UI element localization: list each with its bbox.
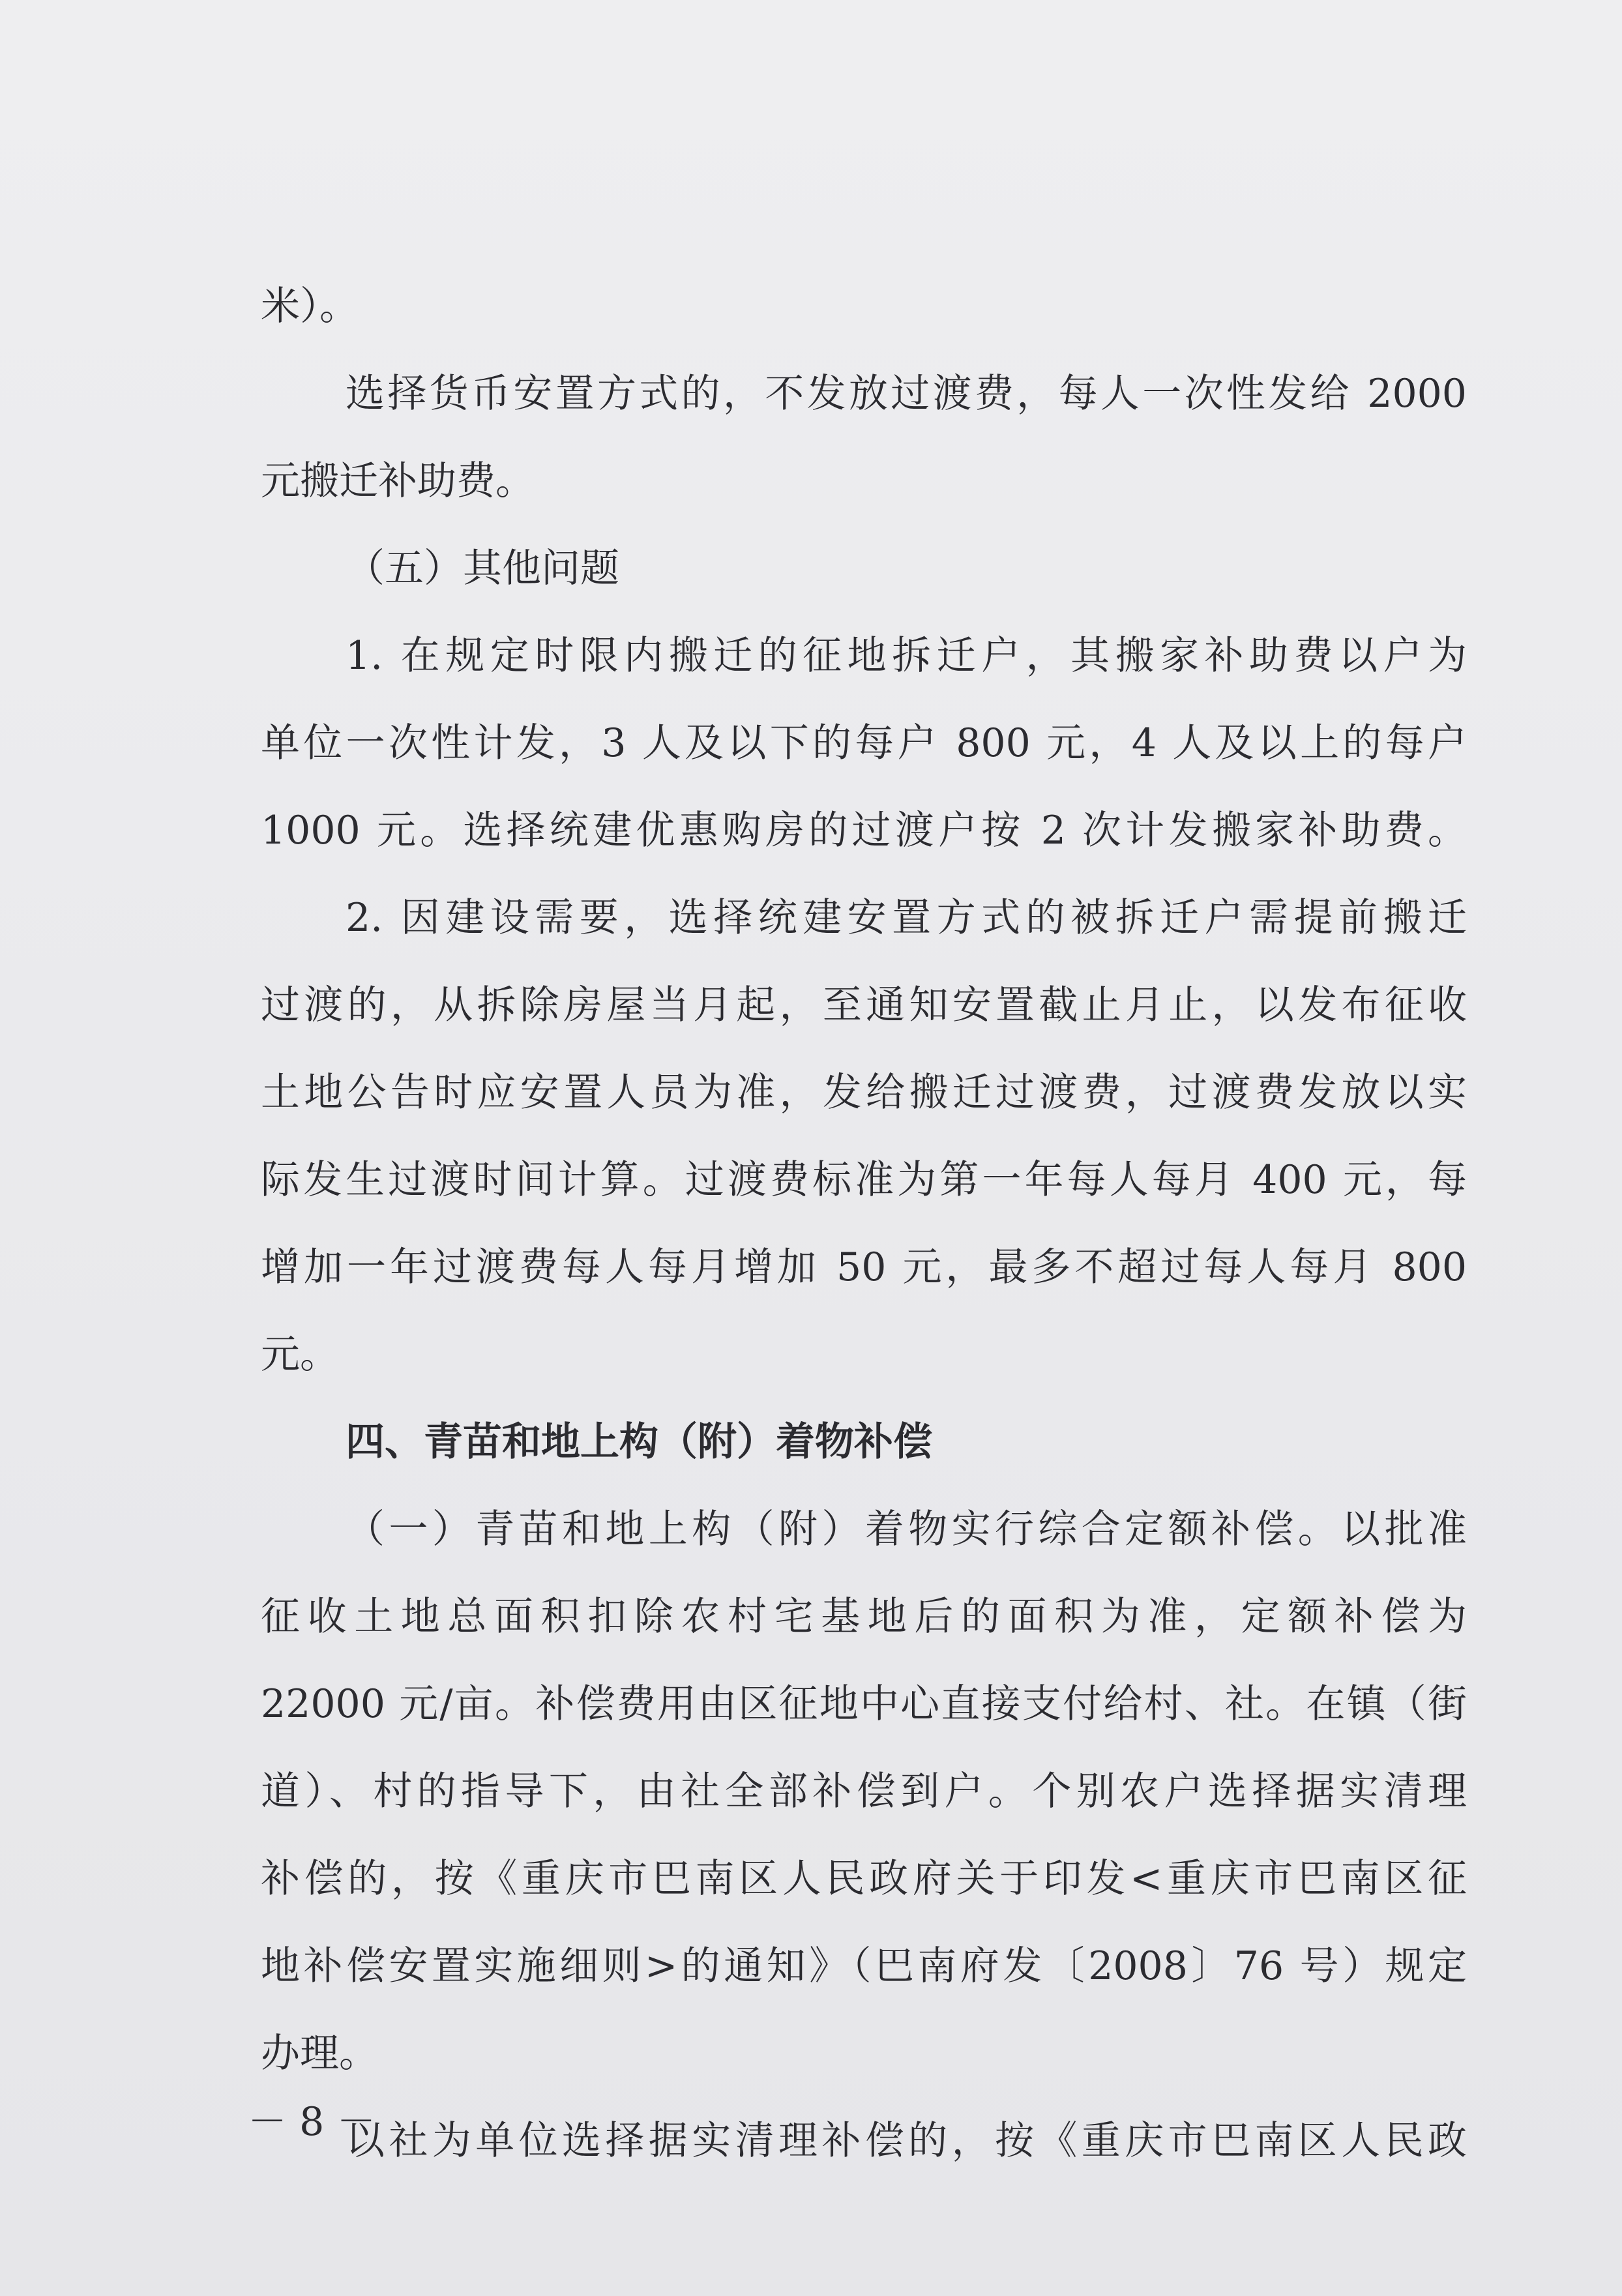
- text-line: 道）、村的指导下，由社全部补偿到户。个别农户选择据实清理: [261, 1769, 1467, 1814]
- page-number: － 8 －: [248, 2099, 376, 2145]
- section-title: （五）其他问题: [346, 546, 619, 591]
- text-line: 以社为单位选择据实清理补偿的，按《重庆市巴南区人民政: [346, 2118, 1467, 2164]
- text-line: 2. 因建设需要，选择统建安置方式的被拆迁户需提前搬迁: [346, 895, 1467, 941]
- text-line: （一）青苗和地上构（附）着物实行综合定额补偿。以批准: [346, 1507, 1467, 1552]
- text-line: 22000 元/亩。补偿费用由区征地中心直接支付给村、社。在镇（街: [261, 1681, 1467, 1727]
- text-line: 补偿的，按《重庆市巴南区人民政府关于印发<重庆市巴南区征: [261, 1856, 1467, 1902]
- text-line: 1000 元。选择统建优惠购房的过渡户按 2 次计发搬家补助费。: [261, 808, 1467, 853]
- text-line: 单位一次性计发，3 人及以下的每户 800 元，4 人及以上的每户: [261, 720, 1467, 766]
- text-line: 办理。: [261, 2031, 378, 2076]
- section-heading: 四、青苗和地上构（附）着物补偿: [346, 1419, 932, 1465]
- text-line: 增加一年过渡费每人每月增加 50 元，最多不超过每人每月 800: [261, 1244, 1467, 1290]
- text-line: 地补偿安置实施细则>的通知》（巴南府发〔2008〕76 号）规定: [261, 1943, 1467, 1989]
- text-line: 征收土地总面积扣除农村宅基地后的面积为准，定额补偿为: [261, 1594, 1467, 1640]
- text-line: 过渡的，从拆除房屋当月起，至通知安置截止月止，以发布征收: [261, 982, 1467, 1028]
- text-line: 土地公告时应安置人员为准，发给搬迁过渡费，过渡费发放以实: [261, 1070, 1467, 1115]
- text-line: 米）。: [261, 284, 359, 329]
- text-line: 选择货币安置方式的，不发放过渡费，每人一次性发给 2000: [346, 371, 1467, 417]
- text-line: 元搬迁补助费。: [261, 458, 535, 504]
- text-line: 1. 在规定时限内搬迁的征地拆迁户，其搬家补助费以户为: [346, 633, 1467, 679]
- text-line: 际发生过渡时间计算。过渡费标准为第一年每人每月 400 元，每: [261, 1157, 1467, 1203]
- text-line: 元。: [261, 1332, 339, 1377]
